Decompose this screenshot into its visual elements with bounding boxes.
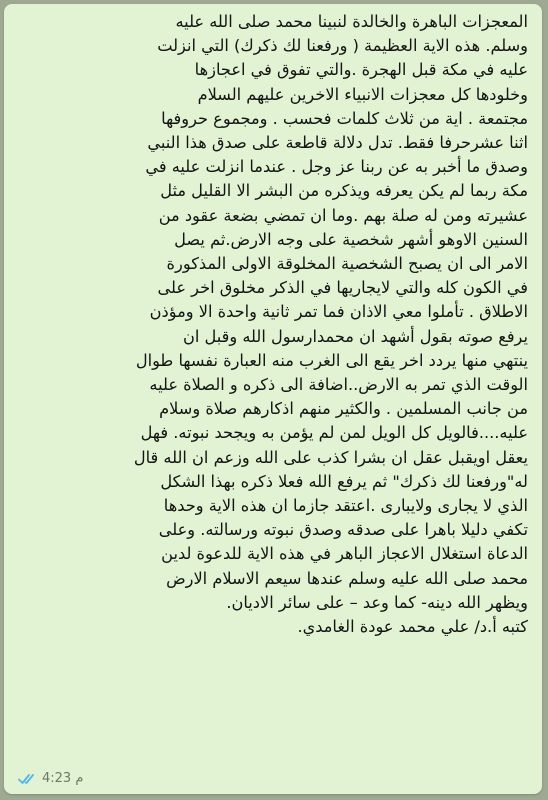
message-line: مجتمعة . اية من ثلاث كلمات فحسب . ومجموع حروفها (161, 108, 528, 128)
message-line: عليه....فالويل كل الويل لمن لم يؤمن به ويجحد نبوته. فهل (140, 423, 528, 443)
message-bubble[interactable] (4, 4, 542, 794)
message-line: الدعاة استغلال الاعجاز الباهر في هذه الاية للدعوة لدين (161, 544, 528, 564)
message-line: الوقت الذي تمر به الارض..اضافة الى ذكره و الصلاة عليه (149, 375, 528, 395)
message-timestamp: 4:23 م (42, 771, 84, 786)
message-line: الاطلاق . تأملوا معي الاذان فما تمر ثانية واحدة الا ومؤذن (149, 302, 528, 322)
message-line: من جانب المسلمين . والكثير منهم اذكارهم صلاة وسلام (159, 399, 528, 419)
message-line: محمد صلى الله عليه وسلم عندها سيعم الاسلام الارض (166, 568, 528, 588)
message-line: وصدق ما أخبر به عن ربنا عز وجل . عندما انزلت عليه في (145, 157, 528, 177)
message-line: وخلودها كل معجزات الانبياء الاخرين عليهم السلام (197, 84, 528, 104)
message-line: له"ورفعنا لك ذكرك" ثم يرفع الله فعلا ذكره بهذا الشكل (160, 471, 528, 491)
message-line: كتبه أ.د/ علي محمد عودة الغامدي. (297, 617, 528, 637)
message-line: يعقل اويقبل عقل ان بشرا كذب على الله وزعم ان الله قال (133, 447, 528, 467)
message-line: وسلم. هذه الاية العظيمة ( ورفعنا لك ذكرك) التي انزلت (157, 36, 528, 56)
message-line: اثنا عشرحرفا فقط. تدل دلالة قاطعة على صدق هذا النبي (147, 133, 528, 153)
message-line: المعجزات الباهرة والخالدة لنبينا محمد صلى الله عليه (175, 12, 528, 31)
message-line: يرفع صوته بقول أشهد ان محمدارسول الله وقبل ان (183, 326, 528, 346)
double-check-icon (18, 773, 38, 785)
message-line: تكفي دليلا باهرا على صدقه وصدق نبوته ورسالته. وعلى (158, 520, 528, 540)
message-text (13, 10, 528, 639)
message-line: السنين الاوهو أشهر شخصية على وجه الارض.ثم يصل (174, 229, 528, 249)
message-line: ينتهي منها يردد اخر يقع الى الغرب منه العبارة نفسها طوال (135, 350, 528, 370)
message-line: الامر الى ان يصبح الشخصية المخلوقة الاولى المذكورة (166, 254, 528, 274)
message-line: عليه في مكة قبل الهجرة .والتي تفوق في اعجازها (194, 60, 528, 80)
message-line: الذي لا يجارى ولايبارى .اعتقد جازما ان هذه الاية وحدها (163, 496, 528, 516)
message-line: في الكون كله والتي لايجاريها في الذكر مخلوق اخر على (157, 278, 528, 298)
message-meta (18, 771, 83, 786)
message-line: ويظهر الله دينه- كما وعد – على سائر الاديان. (226, 592, 528, 612)
message-line: مكة ربما لم يكن يعرفه ويذكره من البشر الا القليل مثل (160, 181, 528, 201)
message-line: عشيرته ومن له صلة بهم .وما ان تمضي بضعة عقود من (158, 205, 528, 225)
